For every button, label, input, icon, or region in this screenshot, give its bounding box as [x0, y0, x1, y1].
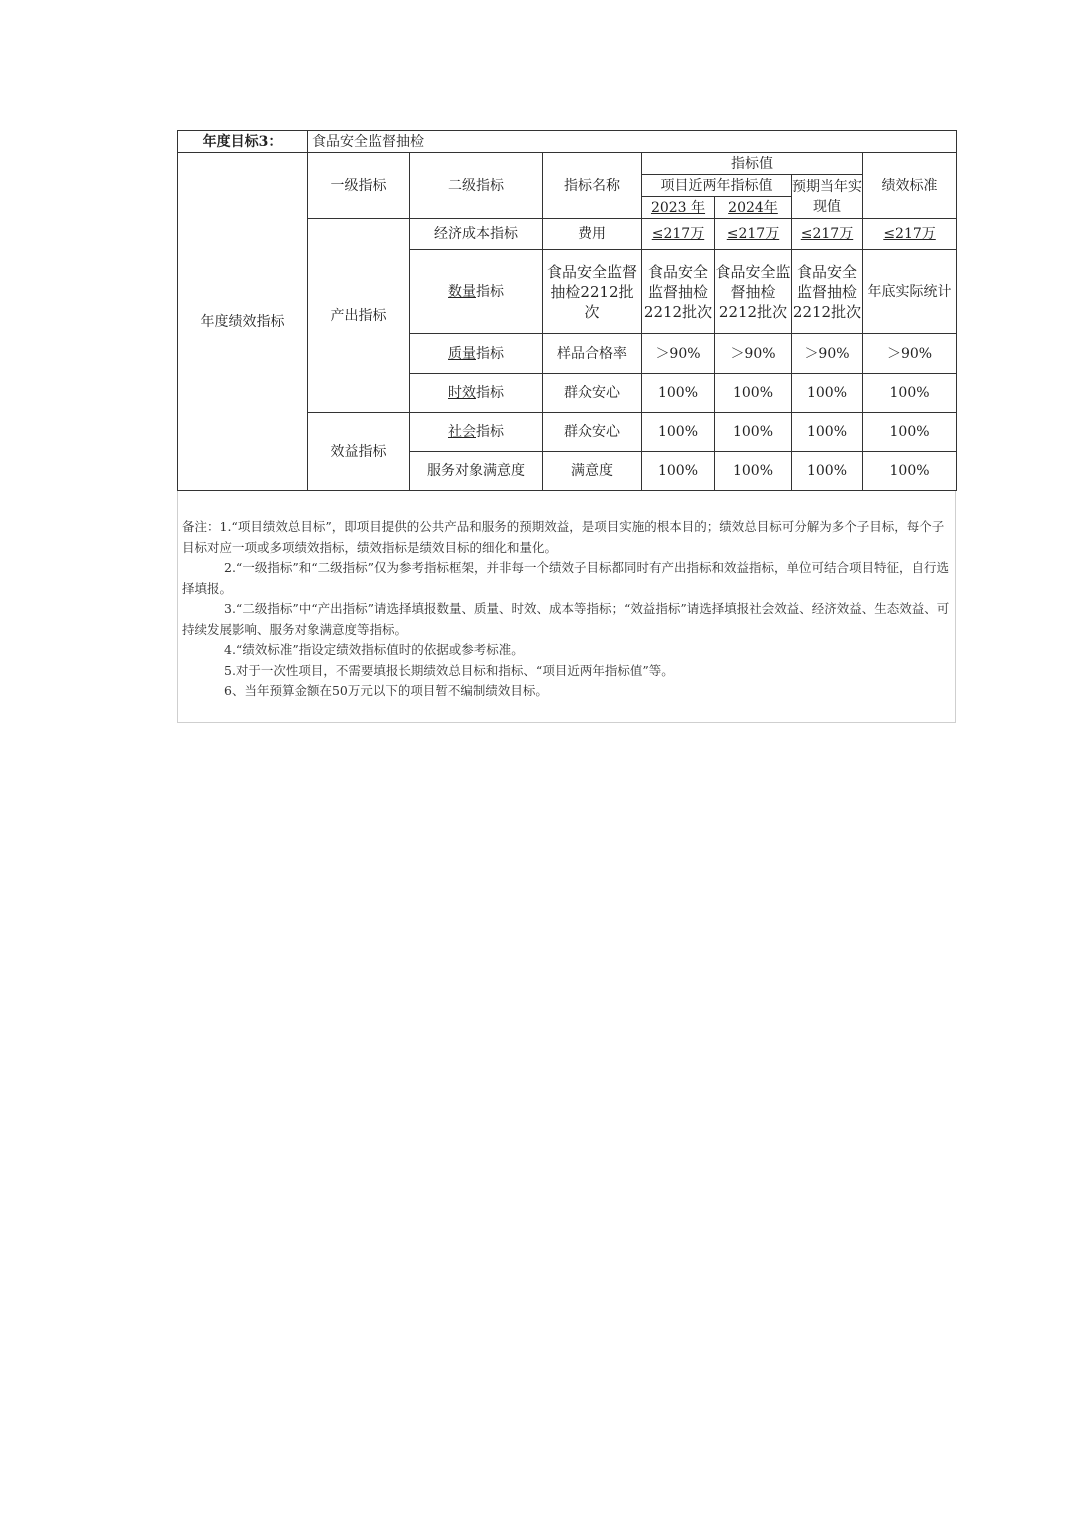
expected-cell: ＞90%	[792, 334, 863, 374]
target-label: 年度目标3：	[178, 131, 308, 153]
expected-cell: ≤217万	[792, 219, 863, 250]
value-2024-cell: ≤217万	[715, 219, 792, 250]
expected-cell: 100%	[792, 413, 863, 452]
value-2024-cell: 100%	[715, 374, 792, 413]
name-cell: 费用	[543, 219, 642, 250]
value-2023-cell: 食品安全监督抽检2212批次	[642, 250, 715, 334]
target-header-row	[178, 131, 957, 153]
standard-cell: ＞90%	[863, 334, 957, 374]
level2-keyword: 社会	[448, 424, 476, 440]
level2-suffix: 指标	[476, 345, 504, 362]
level2-suffix: 指标	[476, 424, 504, 440]
remark-line: 备注：1.“项目绩效总目标”，即项目提供的公共产品和服务的预期效益，是项目实施的根本目的；绩效总目标可分解为多个子目标，每个子目标对应一项或多项绩效指标，绩效指标是绩效目标的细化和量化。	[182, 519, 945, 555]
column-header-row-1	[178, 153, 957, 175]
remark-line: 5.对于一次性项目，不需要填报长期绩效总目标和指标、“项目近两年指标值”等。	[224, 662, 674, 678]
value-2023-cell: ＞90%	[642, 334, 715, 374]
annual-indicator-label: 年度绩效指标	[178, 153, 308, 491]
expected-current-header: 预期当年实现值	[792, 175, 863, 219]
level2-cell: 经济成本指标	[410, 219, 543, 250]
value-2023-cell: ≤217万	[642, 219, 715, 250]
standard-header: 绩效标准	[863, 153, 957, 219]
level1-header: 一级指标	[308, 153, 410, 219]
expected-cell: 100%	[792, 452, 863, 491]
standard-cell: 年底实际统计	[863, 250, 957, 334]
level2-suffix: 指标	[476, 385, 504, 401]
value-2024-cell: 100%	[715, 413, 792, 452]
remark-line: 2.“一级指标”和“二级指标”仅为参考指标框架，并非每一个绩效子目标都同时有产出指标和效益指标，单位可结合项目特征，自行选择填报。	[182, 560, 949, 596]
name-cell: 满意度	[543, 452, 642, 491]
level2-header: 二级指标	[410, 153, 543, 219]
value-2023-cell: 100%	[642, 374, 715, 413]
value-2024-cell: 100%	[715, 452, 792, 491]
level2-cell	[410, 334, 543, 374]
expected-cell: 食品安全监督抽检2212批次	[792, 250, 863, 334]
name-cell: 样品合格率	[543, 334, 642, 374]
level2-suffix: 指标	[476, 283, 504, 300]
performance-table	[177, 130, 957, 491]
value-2023-cell: 100%	[642, 413, 715, 452]
performance-target-sheet	[177, 130, 956, 723]
target-value: 食品安全监督抽检	[308, 131, 957, 153]
standard-cell: 100%	[863, 452, 957, 491]
remark-line: 3.“二级指标”中“产出指标”请选择填报数量、质量、时效、成本等指标；“效益指标”请选择填报社会效益、经济效益、生态效益、可持续发展影响、服务对象满意度等指标。	[182, 601, 950, 637]
level2-keyword: 数量	[448, 283, 476, 300]
level2-keyword: 质量	[448, 345, 476, 362]
remark-line: 6、当年预算金额在50万元以下的项目暂不编制绩效目标。	[224, 683, 548, 698]
indicator-value-header: 指标值	[642, 153, 863, 175]
remark-line: 4.“绩效标准”指设定绩效指标值时的依据或参考标准。	[224, 642, 524, 657]
name-cell: 群众安心	[543, 374, 642, 413]
level2-keyword: 时效	[448, 385, 476, 401]
value-2023-cell: 100%	[642, 452, 715, 491]
value-2024-cell: 食品安全监督抽检2212批次	[715, 250, 792, 334]
indicator-name-header: 指标名称	[543, 153, 642, 219]
benefit-indicator-label: 效益指标	[308, 413, 410, 491]
level2-cell	[410, 374, 543, 413]
year-2024-header: 2024年	[715, 197, 792, 219]
expected-cell: 100%	[792, 374, 863, 413]
recent-years-header: 项目近两年指标值	[642, 175, 792, 197]
remarks-section	[177, 491, 956, 723]
output-indicator-label: 产出指标	[308, 219, 410, 413]
name-cell: 食品安全监督抽检2212批次	[543, 250, 642, 334]
standard-cell: 100%	[863, 374, 957, 413]
standard-cell: ≤217万	[863, 219, 957, 250]
value-2024-cell: ＞90%	[715, 334, 792, 374]
year-2023-header: 2023 年	[642, 197, 715, 219]
level2-cell	[410, 413, 543, 452]
level2-cell: 服务对象满意度	[410, 452, 543, 491]
level2-cell	[410, 250, 543, 334]
name-cell: 群众安心	[543, 413, 642, 452]
standard-cell: 100%	[863, 413, 957, 452]
